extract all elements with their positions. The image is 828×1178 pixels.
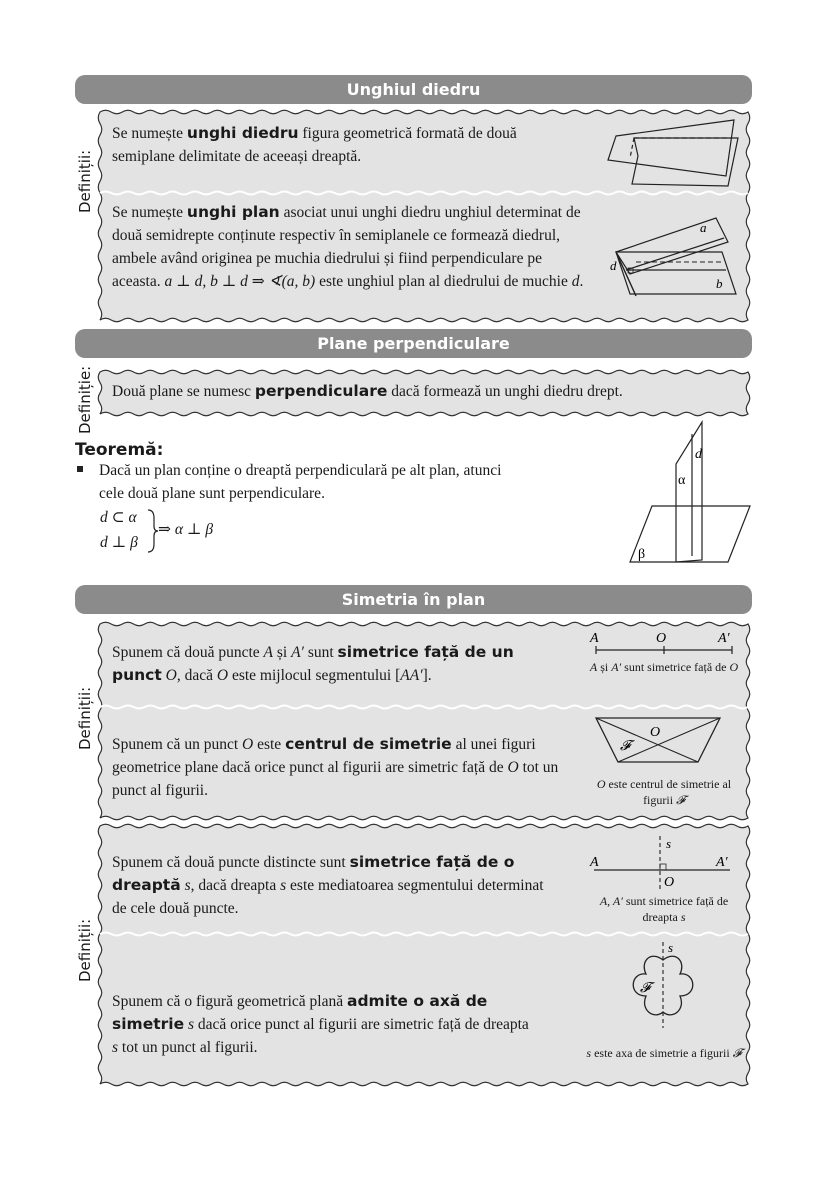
text: . (579, 273, 584, 290)
perpendicular-planes-figure (626, 418, 754, 566)
section-header-plane-perpendiculare: Plane perpendiculare (75, 329, 752, 358)
math-var: s (280, 877, 287, 894)
text: dacă formează un unghi diedru drept. (387, 383, 623, 400)
caption-point-symmetry (584, 659, 744, 675)
text: Spunem că o figură geometrică plană (112, 993, 347, 1010)
label-F: 𝓕 (640, 981, 651, 996)
definition-axis-of-symmetry (112, 990, 532, 1059)
text: este mijlocul segmentului [ (228, 667, 401, 684)
math-var: s (680, 910, 686, 924)
theorem-text: Dacă un plan conține o dreaptă perpendiculară pe alt plan, atunci cele două plane sunt perpendiculare. (99, 462, 502, 502)
point-symmetry-figure (588, 626, 738, 656)
label-alpha: α (678, 473, 686, 488)
text: este axa de simetrie a figurii (591, 1046, 733, 1060)
definition-perpendicular-planes (112, 380, 732, 403)
text: sunt simetrice față de dreapta (622, 894, 729, 924)
text: și (597, 660, 612, 674)
math-var: A (589, 660, 598, 674)
math-var-d: d (571, 273, 580, 290)
section-header-simetria-in-plan: Simetria în plan (75, 585, 752, 614)
math-var: s (184, 1016, 195, 1033)
text: Spunem că un punct (112, 736, 243, 753)
brace (146, 508, 158, 554)
bullet (77, 466, 83, 472)
text: este centrul de simetrie al figurii (605, 777, 732, 807)
math-line-2: d ⊥ β (100, 534, 138, 551)
theorem-title: Teoremă: (75, 440, 164, 460)
term-unghi-diedru: unghi diedru (186, 124, 299, 142)
definition-dihedral-angle (112, 122, 572, 168)
math-result: ⇒ α ⊥ β (158, 521, 214, 538)
math-expression: a ⊥ d, b ⊥ d ⇒ ∢(a, b) (164, 273, 316, 290)
math-var: O (596, 777, 606, 791)
label-b: b (716, 276, 723, 291)
term-axa-de-simetrie: admite o axă de simetrie (112, 992, 488, 1033)
text: dacă orice punct al figurii are simetric față de dreapta (194, 1016, 529, 1033)
text: Spunem că două puncte distincte sunt (112, 854, 350, 871)
label-beta: β (638, 547, 646, 562)
label-A: A (590, 631, 599, 646)
term-simetrice-punct: simetrice față de un punct (112, 643, 514, 684)
text: ]. (422, 667, 432, 684)
label-A: A (590, 855, 599, 870)
math-var: A′ (611, 660, 622, 674)
label-F: 𝓕 (620, 739, 631, 754)
text: este (253, 736, 286, 753)
text: , dacă (176, 667, 217, 684)
label-d: d (695, 447, 702, 462)
definition-center-of-symmetry (112, 733, 562, 802)
label-a: a (700, 220, 707, 235)
term-simetrice-dreapta: simetrice față de o dreaptă (112, 853, 515, 894)
side-label-definitii-bottom: Definiții: (76, 918, 94, 982)
plane-angle-figure (606, 212, 746, 302)
label-O: O (656, 631, 667, 646)
text: , dacă dreapta (190, 877, 281, 894)
text: Spunem că două puncte (112, 644, 264, 661)
label-O: O (650, 725, 661, 740)
text: Se numește (112, 125, 187, 142)
label-s: s (668, 940, 674, 955)
dihedral-angle-figure (606, 112, 746, 192)
text: asociat unui unghi diedru unghiul determinat de două semidrepte conținute respectiv în semiplanele ce formează diedrul, ambele având originea pe muchia diedrului și fiind perpendiculare pe aceasta. (112, 204, 581, 290)
math-var: O (216, 667, 229, 684)
side-label-definitii: Definiții: (76, 149, 94, 213)
math-var: O (242, 736, 254, 753)
math-line-1: d ⊂ α (100, 509, 137, 526)
math-var: O (161, 667, 177, 684)
text: tot un punct al figurii. (112, 759, 559, 799)
text: Se numește (112, 204, 187, 221)
text: sunt (303, 644, 338, 661)
section-header-unghiul-diedru: Unghiul diedru (75, 75, 752, 104)
math-var: AA′ (400, 667, 423, 684)
math-var: s (112, 1039, 119, 1056)
side-label-definitie: Definiție: (76, 365, 94, 434)
side-label-definitii-top: Definiții: (76, 686, 94, 750)
line-symmetry-figure (588, 832, 738, 892)
text: este unghiul plan al diedrului de muchie (315, 273, 572, 290)
definition-point-symmetry (112, 641, 532, 687)
label-s: s (666, 836, 672, 851)
text: sunt simetrice față de (621, 660, 730, 674)
definition-line-symmetry (112, 851, 552, 920)
math-var: 𝓕 (732, 1046, 742, 1060)
definition-plane-angle (112, 201, 592, 293)
caption-axis-symmetry (584, 1045, 744, 1061)
axis-symmetry-figure (620, 940, 710, 1030)
label-A-prime: A′ (718, 631, 730, 646)
text: Două plane se numesc (112, 383, 255, 400)
math-var: A (263, 644, 273, 661)
math-var: s (180, 877, 191, 894)
caption-center-symmetry (584, 776, 744, 808)
text: tot un punct al figurii. (118, 1039, 258, 1056)
term-perpendiculare: perpendiculare (254, 382, 388, 400)
term-centrul-de-simetrie: centrul de simetrie (285, 735, 452, 753)
text: și (272, 644, 292, 661)
math-var: O (729, 660, 739, 674)
text: este mediatoarea segmentului determinat de cele două puncte. (112, 877, 544, 917)
term-unghi-plan: unghi plan (186, 203, 280, 221)
math-var: A′ (291, 644, 304, 661)
label-d: d (610, 258, 617, 273)
label-A-prime: A′ (716, 855, 728, 870)
math-var: s (586, 1046, 592, 1060)
math-var: O (507, 759, 519, 776)
center-symmetry-figure (594, 714, 724, 766)
text: al unei figuri geometrice plane dacă orice punct al figurii are simetric față de (112, 736, 536, 776)
caption-line-symmetry (584, 893, 744, 925)
label-O: O (664, 875, 675, 890)
math-var: A, A′ (599, 894, 623, 908)
math-var: 𝓕 (676, 793, 685, 807)
text: figura geometrică formată de două semiplane delimitate de aceeași dreaptă. (112, 125, 517, 165)
